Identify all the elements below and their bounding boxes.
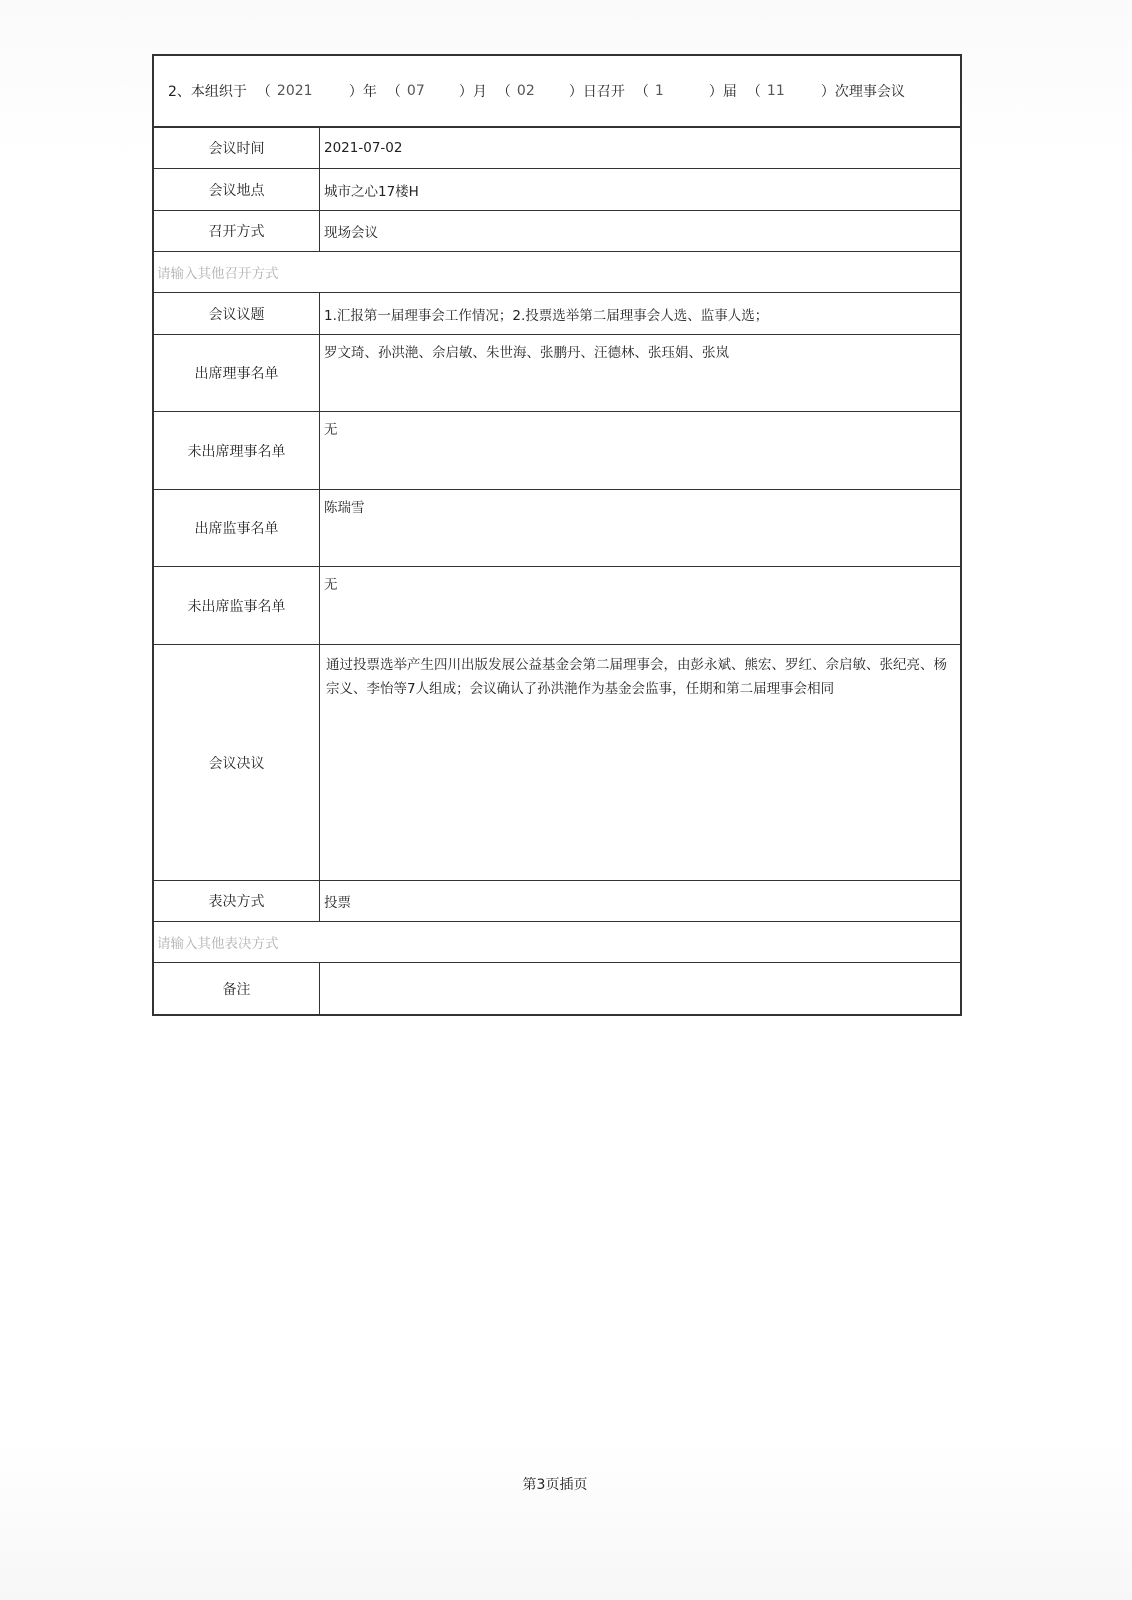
row-remarks [154,963,960,1014]
row-voting [154,881,960,922]
meeting-no-field[interactable]: 11 [766,83,785,99]
header-prefix: 2、本组织于 [168,84,247,100]
absent-supervisors-field[interactable]: 无 [324,577,338,593]
remarks-field[interactable] [320,963,960,1014]
other-method-input[interactable]: 请输入其他召开方式 [154,252,960,293]
row-absent-supervisors [154,567,960,645]
row-meeting-place [154,169,960,211]
meeting-record-form [152,54,962,1016]
row-meeting-method [154,211,960,252]
present-directors-field[interactable]: 罗文琦、孙洪滟、佘启敏、朱世海、张鹏丹、汪德林、张珏娟、张岚 [324,345,729,361]
present-directors-label: 出席理事名单 [154,335,320,411]
year-field[interactable]: 2021 [276,83,313,99]
meeting-time-label: 会议时间 [154,128,320,168]
meeting-header-line [154,56,960,128]
meeting-method-field[interactable]: 现场会议 [324,225,378,241]
remarks-label: 备注 [154,963,320,1014]
paren-open-session: （ [634,84,649,100]
paren-open-day: （ [496,84,511,100]
row-present-directors [154,335,960,412]
row-meeting-topic [154,293,960,335]
meeting-time-field[interactable]: 2021-07-02 [324,140,403,156]
absent-directors-label: 未出席理事名单 [154,412,320,489]
day-field[interactable]: 02 [516,83,535,99]
absent-directors-field[interactable]: 无 [324,422,338,438]
day-unit: ）日召开 [568,84,625,100]
meeting-topic-label: 会议议题 [154,293,320,334]
paren-open-meeting: （ [746,84,761,100]
resolution-field[interactable]: 通过投票选举产生四川出版发展公益基金会第二届理事会，由彭永斌、熊宏、罗红、佘启敏、张纪亮、杨宗义、李怡等7人组成；会议确认了孙洪滟作为基金会监事，任期和第二届理事会相同 [326,657,947,697]
meeting-unit: ）次理事会议 [820,84,905,100]
paren-open-year: （ [256,84,271,100]
month-field[interactable]: 07 [406,83,425,99]
page-number: 第3页插页 [522,1477,588,1493]
row-resolution [154,645,960,881]
meeting-topic-field[interactable]: 1.汇报第一届理事会工作情况；2.投票选举第二届理事会人选、监事人选； [324,307,769,324]
present-supervisors-field[interactable]: 陈瑞雪 [324,500,365,516]
row-meeting-time [154,128,960,169]
meeting-place-field[interactable]: 城市之心17楼H [324,183,419,200]
year-unit: ）年 [348,84,377,100]
row-present-supervisors [154,490,960,567]
other-voting-input[interactable]: 请输入其他表决方式 [154,922,960,963]
voting-field[interactable]: 投票 [324,895,351,911]
meeting-method-label: 召开方式 [154,211,320,251]
session-field[interactable]: 1 [654,83,664,99]
resolution-label: 会议决议 [154,645,320,880]
voting-label: 表决方式 [154,881,320,921]
row-absent-directors [154,412,960,490]
session-unit: ）届 [708,84,737,100]
month-unit: ）月 [458,84,487,100]
paren-open-month: （ [386,84,401,100]
present-supervisors-label: 出席监事名单 [154,490,320,566]
meeting-place-label: 会议地点 [154,169,320,210]
absent-supervisors-label: 未出席监事名单 [154,567,320,644]
